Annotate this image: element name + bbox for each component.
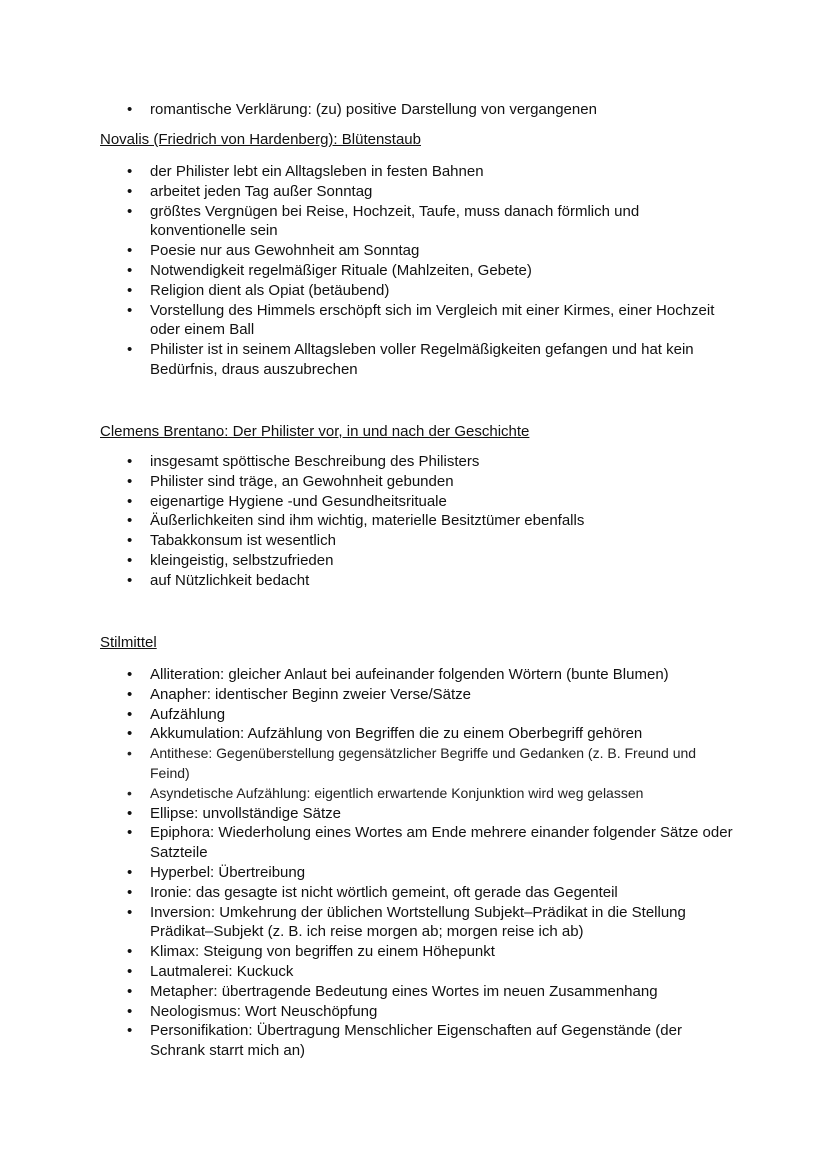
list-item: • Notwendigkeit regelmäßiger Rituale (Mahlzeiten, Gebete) <box>124 261 734 281</box>
list-item: • eigenartige Hygiene -und Gesundheitsrituale <box>124 492 734 512</box>
stilmittel-heading: Stilmittel <box>100 634 157 651</box>
brentano-list <box>124 452 734 591</box>
intro-list <box>124 100 734 120</box>
list-item: • romantische Verklärung: (zu) positive Darstellung von vergangenen <box>124 100 734 120</box>
list-item: • Neologismus: Wort Neuschöpfung <box>124 1002 734 1022</box>
brentano-heading: Clemens Brentano: Der Philister vor, in und nach der Geschichte <box>100 423 530 440</box>
list-item: • Epiphora: Wiederholung eines Wortes am Ende mehrere einander folgender Sätze oder Satzteile <box>124 823 734 863</box>
list-item: • Klimax: Steigung von begriffen zu einem Höhepunkt <box>124 942 734 962</box>
stilmittel-list <box>124 665 734 1061</box>
list-item: • Hyperbel: Übertreibung <box>124 863 734 883</box>
list-item: • Äußerlichkeiten sind ihm wichtig, materielle Besitztümer ebenfalls <box>124 511 734 531</box>
list-item: • Anapher: identischer Beginn zweier Verse/Sätze <box>124 685 734 705</box>
list-item: • Aufzählung <box>124 705 734 725</box>
list-item: • Personifikation: Übertragung Menschlicher Eigenschaften auf Gegenstände (der Schrank starrt mich an) <box>124 1021 734 1061</box>
list-item: • der Philister lebt ein Alltagsleben in festen Bahnen <box>124 162 734 182</box>
list-item: • Ironie: das gesagte ist nicht wörtlich gemeint, oft gerade das Gegenteil <box>124 883 734 903</box>
list-item: • Poesie nur aus Gewohnheit am Sonntag <box>124 241 734 261</box>
list-item: • Alliteration: gleicher Anlaut bei aufeinander folgenden Wörtern (bunte Blumen) <box>124 665 734 685</box>
list-item: • Vorstellung des Himmels erschöpft sich im Vergleich mit einer Kirmes, einer Hochzeit oder einem Ball <box>124 301 734 341</box>
list-item: • größtes Vergnügen bei Reise, Hochzeit, Taufe, muss danach förmlich und konventionelle sein <box>124 202 734 242</box>
list-item: • kleingeistig, selbstzufrieden <box>124 551 734 571</box>
list-item: • Inversion: Umkehrung der üblichen Wortstellung Subjekt–Prädikat in die Stellung Prädikat–Subjekt (z. B. ich reise morgen ab; morgen reise ich ab) <box>124 903 734 943</box>
list-item: • Tabakkonsum ist wesentlich <box>124 531 734 551</box>
list-item: • Akkumulation: Aufzählung von Begriffen die zu einem Oberbegriff gehören <box>124 724 734 744</box>
list-item: • Antithese: Gegenüberstellung gegensätzlicher Begriffe und Gedanken (z. B. Freund und Feind) <box>124 744 734 784</box>
list-item: • insgesamt spöttische Beschreibung des Philisters <box>124 452 734 472</box>
list-item: • Religion dient als Opiat (betäubend) <box>124 281 734 301</box>
list-item: • Lautmalerei: Kuckuck <box>124 962 734 982</box>
list-item: • Ellipse: unvollständige Sätze <box>124 804 734 824</box>
list-item: • Asyndetische Aufzählung: eigentlich erwartende Konjunktion wird weg gelassen <box>124 784 734 804</box>
list-item: • Philister ist in seinem Alltagsleben voller Regelmäßigkeiten gefangen und hat kein Bedürfnis, draus auszubrechen <box>124 340 734 380</box>
novalis-list <box>124 162 734 380</box>
novalis-heading: Novalis (Friedrich von Hardenberg): Blütenstaub <box>100 131 421 148</box>
list-item: • arbeitet jeden Tag außer Sonntag <box>124 182 734 202</box>
list-item: • Philister sind träge, an Gewohnheit gebunden <box>124 472 734 492</box>
list-item: • auf Nützlichkeit bedacht <box>124 571 734 591</box>
list-item: • Metapher: übertragende Bedeutung eines Wortes im neuen Zusammenhang <box>124 982 734 1002</box>
